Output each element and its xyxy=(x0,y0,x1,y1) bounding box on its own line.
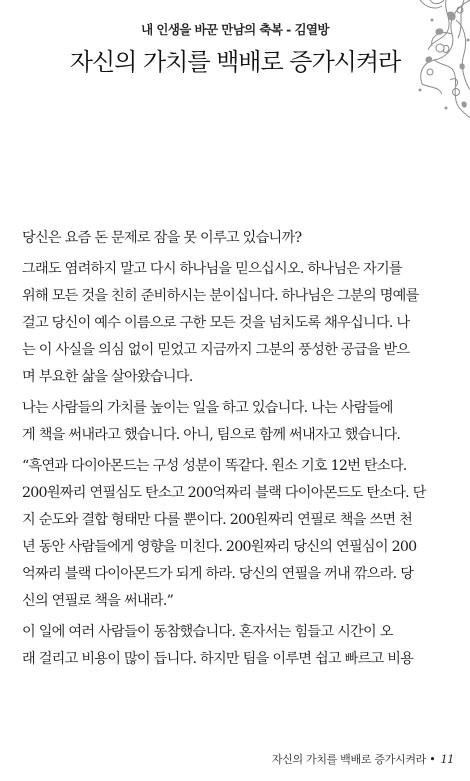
footer-bullet: • xyxy=(429,753,436,766)
text-line: “흑연과 다이아몬드는 구성 성분이 똑같다. 원소 기호 12번 탄소다. xyxy=(22,458,407,474)
text-line: 지 순도와 결합 형태만 다를 뿐이다. 200원짜리 연필로 책을 쓰면 천 xyxy=(22,512,413,528)
text-line: 이 일에 여러 사람들이 동참했습니다. 혼자서는 힘들고 시간이 오 xyxy=(22,624,393,640)
page-footer xyxy=(272,751,454,767)
text-line: 위해 모든 것을 친히 준비하시는 분이십니다. 하나님은 그분의 명예를 xyxy=(22,288,419,304)
text-line: 그래도 염려하지 말고 다시 하나님을 믿으십시오. 하나님은 자기를 xyxy=(22,261,402,277)
text-line: 신의 연필로 책을 써내라.” xyxy=(22,593,174,609)
book-subtitle: 내 인생을 바꾼 만남의 축복 - 김열방 xyxy=(141,22,329,37)
floral-ornament-icon xyxy=(360,0,470,118)
text-line: 게 책을 써내라고 했습니다. 아니, 팀으로 함께 써내자고 했습니다. xyxy=(22,427,401,443)
page-header xyxy=(0,0,470,120)
text-line: 는 이 사실을 의심 없이 믿었고 지금까지 그분의 풍성한 공급을 받으 xyxy=(22,342,410,358)
text-line: 나는 사람들의 가치를 높이는 일을 하고 있습니다. 나는 사람들에 xyxy=(22,400,393,416)
text-line: 200원짜리 연필심도 탄소고 200억짜리 블랙 다이아몬드도 탄소다. 단 xyxy=(22,485,426,501)
text-line: 걸고 당신이 예수 이름으로 구한 모든 것을 넘치도록 채우십니다. 나 xyxy=(22,315,410,331)
text-line: 억짜리 블랙 다이아몬드가 되게 하라. 당신의 연필을 꺼내 깎으라. 당 xyxy=(22,566,414,582)
page-number: 11 xyxy=(440,753,454,766)
text-line: 년 동안 사람들에게 영향을 미친다. 200원짜리 당신의 연필심이 200 xyxy=(22,539,417,555)
text-line: 며 부요한 삶을 살아왔습니다. xyxy=(22,369,193,385)
body-text xyxy=(22,225,452,673)
chapter-title: 자신의 가치를 백배로 증가시켜라 xyxy=(69,48,401,76)
text-line: 당신은 요즘 돈 문제로 잠을 못 이루고 있습니까? xyxy=(22,230,302,246)
text-line: 래 걸리고 비용이 많이 듭니다. 하지만 팀을 이루면 쉽고 빠르고 비용 xyxy=(22,651,414,667)
running-title: 자신의 가치를 백배로 증가시켜라 xyxy=(271,753,426,766)
